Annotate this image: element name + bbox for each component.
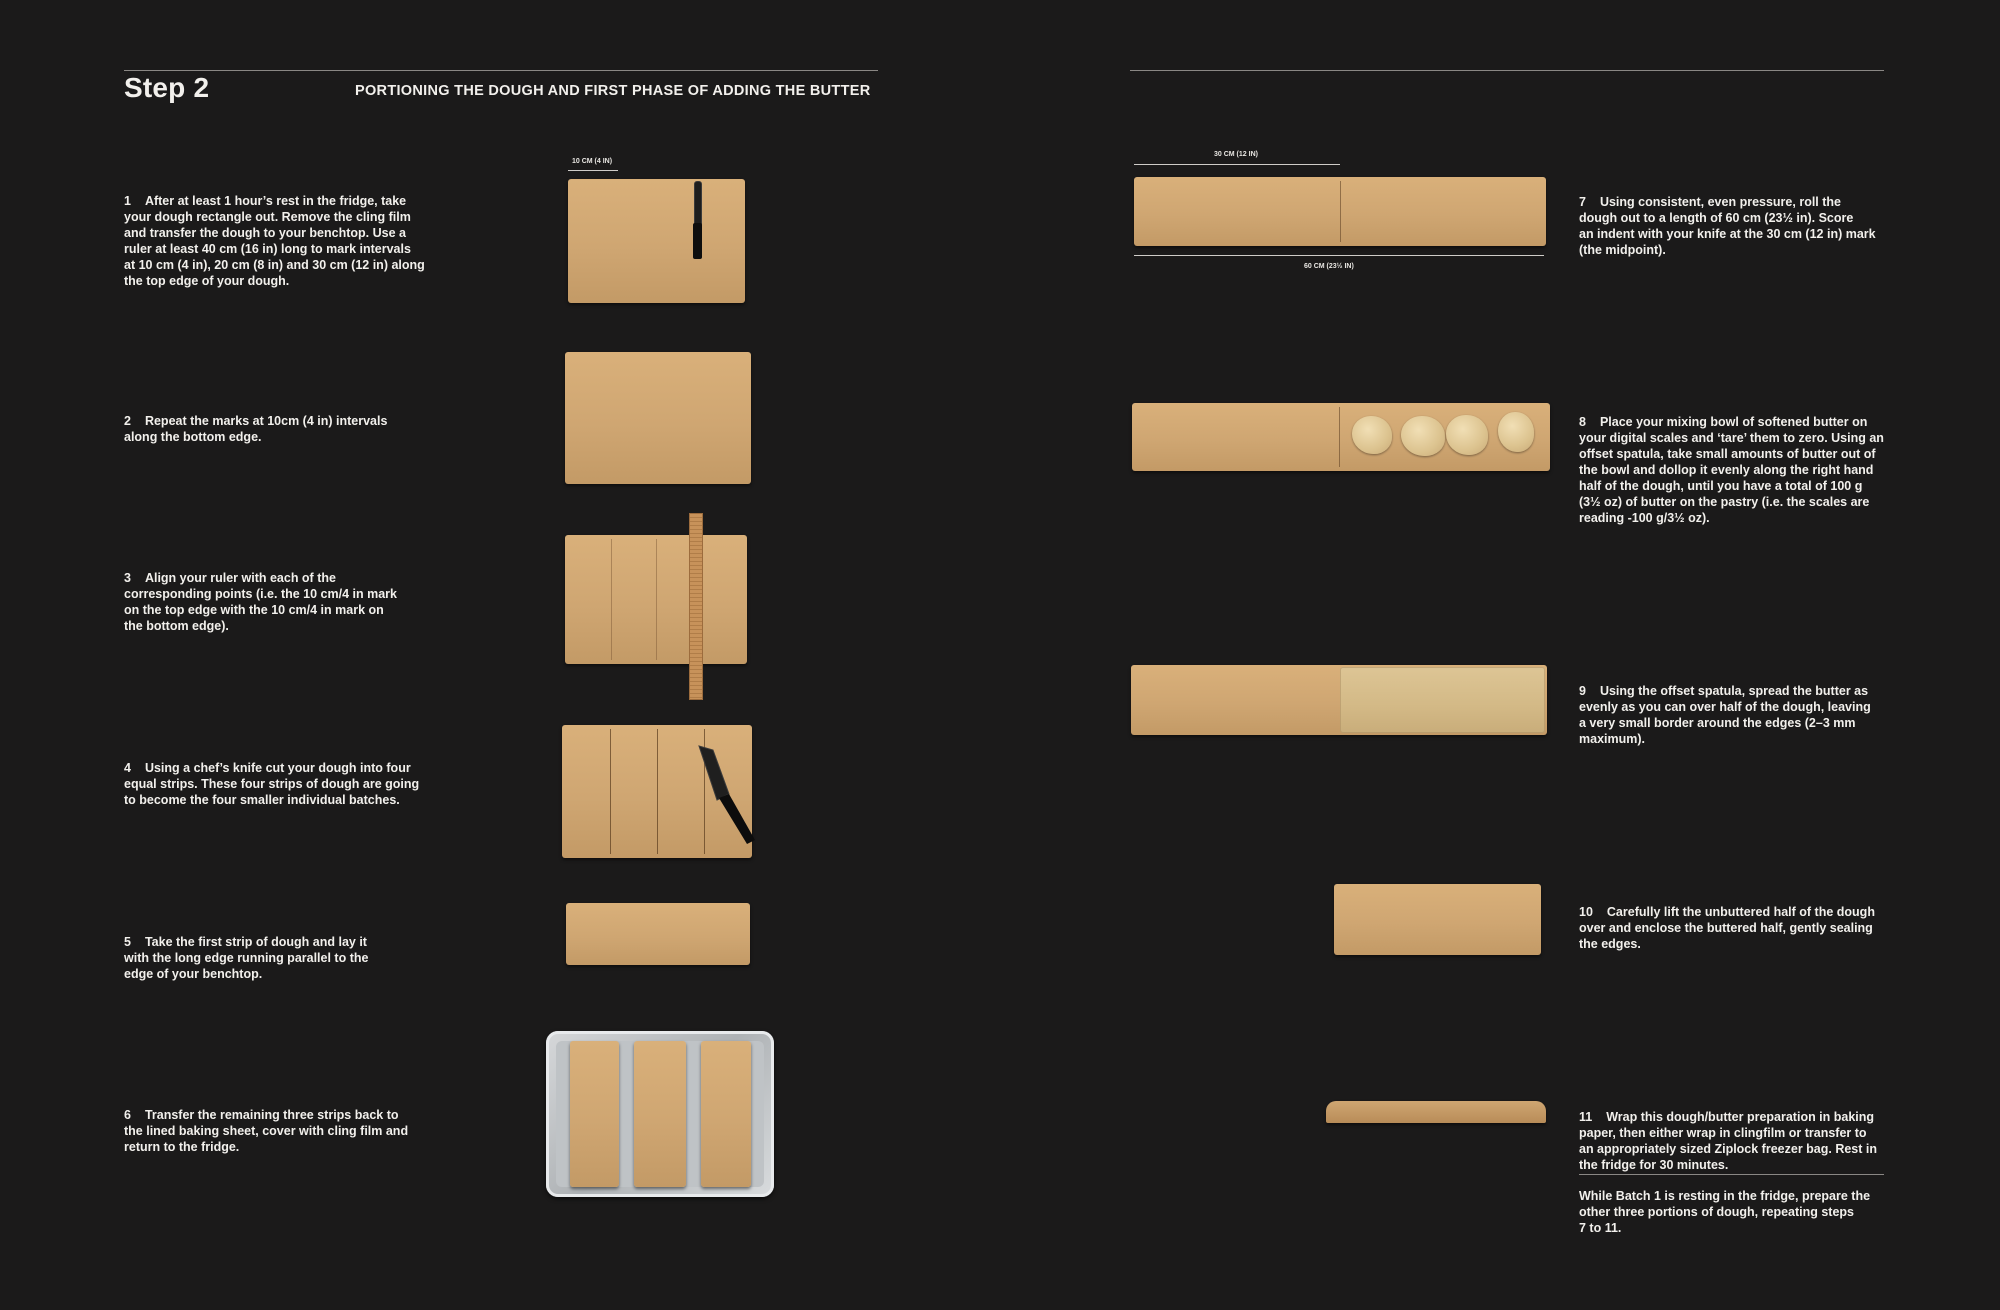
step-number: 8 [1579, 415, 1586, 429]
annotation-10cm-line [568, 170, 618, 171]
step-number: 1 [124, 194, 131, 208]
chefs-knife-icon [695, 742, 759, 846]
tray-dough-strip [570, 1041, 619, 1187]
step-text: Transfer the remaining three strips back to the lined baking sheet, cover with cling film and return to the fridge. [124, 1108, 409, 1154]
midpoint-score [1339, 407, 1340, 467]
step-number: 6 [124, 1108, 131, 1122]
annotation-30cm: 30 CM (12 IN) [1214, 151, 1258, 158]
dough-long-strip-step-7 [1134, 177, 1546, 246]
step-text: Using a chef’s knife cut your dough into four equal strips. These four strips of dough are going to become the four smaller individual batches. [124, 761, 420, 807]
annotation-60cm-line [1134, 255, 1544, 256]
step-title: Step 2 [124, 72, 210, 103]
instruction-step-4 [124, 744, 454, 808]
step-number: 4 [124, 761, 131, 775]
step-number: 2 [124, 414, 131, 428]
butter-dollop [1352, 416, 1392, 454]
instruction-step-9 [1579, 667, 1899, 747]
step-number: 9 [1579, 684, 1586, 698]
dough-rectangle-step-3 [565, 535, 747, 664]
step-text: Wrap this dough/butter preparation in baking paper, then either wrap in clingfilm or transfer to an appropriately sized Ziplock freezer bag. Rest in the fridge for 30 minutes. [1579, 1110, 1877, 1172]
annotation-60cm: 60 CM (23½ IN) [1304, 263, 1354, 270]
annotation-30cm-line [1134, 164, 1340, 165]
score-line [611, 539, 612, 660]
butter-dollop [1401, 416, 1445, 456]
baking-tray [546, 1031, 774, 1197]
right-top-rule [1130, 70, 1884, 71]
step-text: Carefully lift the unbuttered half of the dough over and enclose the buttered half, gently sealing the edges. [1579, 905, 1875, 951]
instruction-step-8 [1579, 398, 1899, 526]
butter-dollop [1498, 412, 1534, 452]
cut-line [610, 729, 611, 854]
dough-rectangle-step-2 [565, 352, 751, 484]
instruction-step-3 [124, 554, 454, 634]
left-top-rule [124, 70, 878, 71]
dough-strip-step-5 [566, 903, 750, 965]
knife-handle [693, 223, 702, 259]
instruction-step-5 [124, 918, 454, 982]
step-number: 10 [1579, 905, 1593, 919]
footer-note: While Batch 1 is resting in the fridge, prepare the other three portions of dough, repeating steps 7 to 11. [1579, 1189, 1871, 1235]
step-text: Take the first strip of dough and lay it with the long edge running parallel to the edge of your benchtop. [124, 935, 369, 981]
instruction-step-2 [124, 397, 454, 445]
instruction-step-1 [124, 177, 454, 289]
instruction-step-6 [124, 1091, 454, 1155]
step-text: Align your ruler with each of the corresponding points (i.e. the 10 cm/4 in mark on the top edge with the 10 cm/4 in mark on the bottom edge). [124, 571, 397, 633]
step-text: Using the offset spatula, spread the butter as evenly as you can over half of the dough, leaving a very small border around the edges (2–3 mm maximum). [1579, 684, 1871, 746]
step-text: Using consistent, even pressure, roll the dough out to a length of 60 cm (23½ in). Score an indent with your knife at the 30 cm (12 in) mark (the midpoint). [1579, 195, 1876, 257]
wrapped-dough-step-11 [1326, 1101, 1546, 1123]
dough-rectangle-step-1 [568, 179, 745, 303]
folded-dough-step-10 [1334, 884, 1541, 955]
midpoint-score [1340, 181, 1341, 242]
step-number: 3 [124, 571, 131, 585]
step-number: 11 [1579, 1110, 1593, 1124]
butter-dollop [1446, 415, 1488, 455]
step-number: 7 [1579, 195, 1586, 209]
step-text: After at least 1 hour’s rest in the fridge, take your dough rectangle out. Remove the cling film and transfer the dough to your benchtop. Use a ruler at least 40 cm (16 in) long to mark intervals at 10 cm (4 in), 20 cm (8 in) and 30 cm (12 in) along the top edge of your dough. [124, 194, 425, 288]
cut-line [657, 729, 658, 854]
section-subtitle: PORTIONING THE DOUGH AND FIRST PHASE OF ADDING THE BUTTER [355, 83, 871, 99]
instruction-step-7 [1579, 178, 1899, 258]
score-line [656, 539, 657, 660]
step-text: Repeat the marks at 10cm (4 in) intervals along the bottom edge. [124, 414, 388, 444]
tray-dough-strip [634, 1041, 686, 1187]
butter-layer [1340, 667, 1545, 733]
knife-icon [694, 181, 702, 225]
instruction-step-10 [1579, 888, 1899, 952]
annotation-10cm: 10 CM (4 IN) [572, 158, 613, 165]
instruction-step-11 [1579, 1093, 1899, 1173]
step-number: 5 [124, 935, 131, 949]
step-text: Place your mixing bowl of softened butter on your digital scales and ‘tare’ them to zero. Using an offset spatula, take small amounts of butter out of the bowl and dollop it evenly along the right hand half of the dough, until you have a total of 100 g (3½ oz) of butter on the pastry (i.e. the scales are reading -100 g/3½ oz). [1579, 415, 1884, 525]
ruler-icon [689, 513, 703, 700]
tray-dough-strip [701, 1041, 751, 1187]
footer-rule [1579, 1174, 1884, 1175]
